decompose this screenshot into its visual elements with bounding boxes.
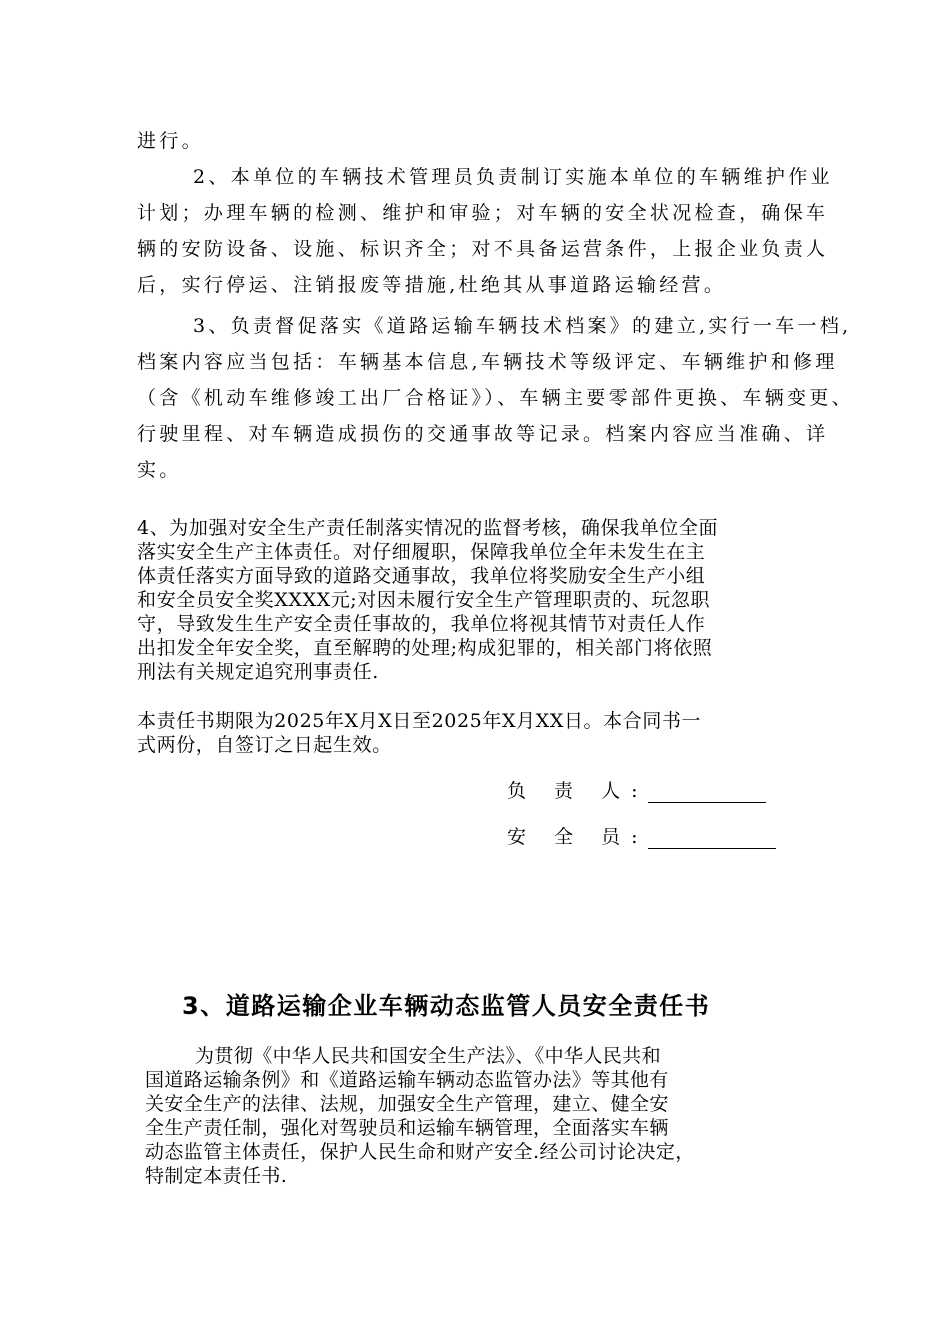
signature-safety-officer [507, 822, 776, 849]
item4-line: 体责任落实方面导致的道路交通事故，我单位将奖励安全生产小组 [137, 565, 706, 587]
signature-responsible-label: 负 责 人: [507, 780, 649, 802]
paragraph-line: 3、负责督促落实《道路运输车辆技术档案》的建立,实行一车一档, [193, 315, 852, 337]
paragraph-line: 2、本单位的车辆技术管理员负责制订实施本单位的车辆维护作业 [193, 166, 833, 188]
paragraph-line: （含《机动车维修竣工出厂合格证》）、车辆主要零部件更换、车辆变更、 [137, 387, 854, 409]
intro-line: 全生产责任制，强化对驾驶员和运输车辆管理，全面落实车辆 [145, 1117, 669, 1139]
signature-responsible-blank [648, 780, 766, 803]
paragraph-line: 辆的安防设备、设施、标识齐全；对不具备运营条件，上报企业负责人 [137, 238, 829, 260]
item4-line: 4、为加强对安全生产责任制落实情况的监督考核，确保我单位全面 [137, 517, 719, 539]
paragraph-line: 档案内容应当包括：车辆基本信息,车辆技术等级评定、车辆维护和修理 [137, 351, 838, 373]
paragraph-line: 后，实行停运、注销报废等措施,杜绝其从事道路运输经营。 [137, 274, 727, 296]
signature-responsible [507, 776, 766, 803]
term-line: 式两份，自签订之日起生效。 [137, 734, 392, 756]
intro-line: 为贯彻《中华人民共和国安全生产法》、《中华人民共和 [195, 1045, 662, 1067]
intro-line: 特制定本责任书. [145, 1165, 288, 1187]
paragraph-line: 进行。 [137, 130, 204, 152]
signature-safety-officer-blank [648, 826, 776, 849]
paragraph-line: 行驶里程、对车辆造成损伤的交通事故等记录。档案内容应当准确、详 [137, 423, 829, 445]
item4-line: 和安全员安全奖XXXX元;对因未履行安全生产管理职责的、玩忽职 [137, 589, 711, 611]
paragraph-line: 实。 [137, 459, 182, 481]
item4-line: 刑法有关规定追究刑事责任. [137, 661, 379, 683]
intro-line: 国道路运输条例》和《道路运输车辆动态监管办法》等其他有 [145, 1069, 669, 1091]
item4-line: 守，导致发生生产安全责任事故的，我单位将视其情节对责任人作 [137, 613, 706, 635]
signature-safety-officer-label: 安 全 员: [507, 826, 649, 848]
section-title: 3、道路运输企业车辆动态监管人员安全责任书 [182, 992, 711, 1020]
paragraph-line: 计划；办理车辆的检测、维护和审验；对车辆的安全状况检查，确保车 [137, 202, 829, 224]
term-line: 本责任书期限为2025年X月X日至2025年X月XX日。本合同书一 [137, 710, 702, 732]
intro-line: 关安全生产的法律、法规，加强安全生产管理，建立、健全安 [145, 1093, 669, 1115]
intro-line: 动态监管主体责任，保护人民生命和财产安全.经公司讨论决定， [145, 1141, 695, 1163]
item4-line: 落实安全生产主体责任。对仔细履职，保障我单位全年未发生在主 [137, 541, 706, 563]
item4-line: 出扣发全年安全奖，直至解聘的处理;构成犯罪的，相关部门将依照 [137, 637, 713, 659]
